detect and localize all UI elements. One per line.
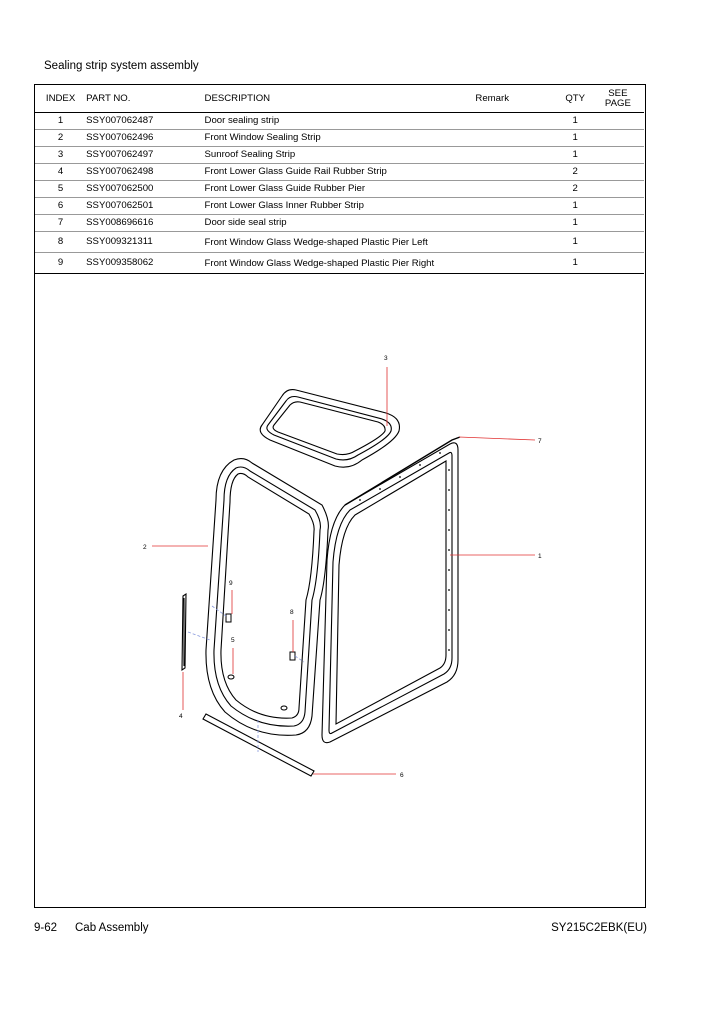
callout-9: 9 <box>229 580 233 587</box>
row-qty: 1 <box>559 215 592 232</box>
row-index: 5 <box>35 181 86 198</box>
leader-lines <box>152 367 535 774</box>
row-part-no: SSY007062497 <box>86 147 204 164</box>
column-header-description: DESCRIPTION <box>205 85 476 113</box>
column-header-part-no: PART NO. <box>86 85 204 113</box>
row-part-no: SSY007062496 <box>86 130 204 147</box>
column-header-remark: Remark <box>475 85 558 113</box>
front-window-seal-drawing <box>206 459 328 736</box>
row-description: Front Lower Glass Guide Rubber Pier <box>205 181 476 198</box>
callout-labels <box>143 355 542 779</box>
row-qty: 1 <box>559 253 592 274</box>
row-description: Front Window Glass Wedge-shaped Plastic Pier Left <box>205 232 476 253</box>
callout-6: 6 <box>400 772 404 779</box>
guide-rail-strip-drawing <box>182 594 186 670</box>
inner-rubber-strip-drawing <box>203 714 314 776</box>
row-qty: 1 <box>559 198 592 215</box>
row-part-no: SSY007062500 <box>86 181 204 198</box>
row-part-no: SSY007062498 <box>86 164 204 181</box>
row-index: 9 <box>35 253 86 274</box>
row-qty: 1 <box>559 130 592 147</box>
row-qty: 1 <box>559 147 592 164</box>
callout-3: 3 <box>384 355 388 362</box>
assembly-lines <box>188 606 304 752</box>
column-header-index: INDEX <box>35 85 86 113</box>
column-header-qty: QTY <box>559 85 592 113</box>
callout-1: 1 <box>538 553 542 560</box>
callout-7: 7 <box>538 438 542 445</box>
column-header-see-page: SEE PAGE <box>592 85 644 113</box>
callout-2: 2 <box>143 544 147 551</box>
row-index: 2 <box>35 130 86 147</box>
door-seal-drawing <box>322 437 460 743</box>
row-description: Front Lower Glass Inner Rubber Strip <box>205 198 476 215</box>
callout-5: 5 <box>231 637 235 644</box>
row-index: 4 <box>35 164 86 181</box>
door-seal-clips <box>359 452 450 651</box>
row-qty: 1 <box>559 232 592 253</box>
row-part-no: SSY008696616 <box>86 215 204 232</box>
row-index: 1 <box>35 113 86 130</box>
row-qty: 2 <box>559 181 592 198</box>
row-part-no: SSY007062501 <box>86 198 204 215</box>
row-index: 8 <box>35 232 86 253</box>
row-description: Door sealing strip <box>205 113 476 130</box>
row-qty: 2 <box>559 164 592 181</box>
row-part-no: SSY007062487 <box>86 113 204 130</box>
page-title: Sealing strip system assembly <box>44 60 199 72</box>
row-description: Front Lower Glass Guide Rail Rubber Strip <box>205 164 476 181</box>
callout-8: 8 <box>290 609 294 616</box>
row-index: 7 <box>35 215 86 232</box>
row-description: Front Window Sealing Strip <box>205 130 476 147</box>
model-code: SY215C2EBK(EU) <box>551 922 647 934</box>
row-description: Door side seal strip <box>205 215 476 232</box>
page-number: 9-62 <box>34 922 58 934</box>
callout-4: 4 <box>179 713 183 720</box>
section-name: Cab Assembly <box>75 922 149 934</box>
row-part-no: SSY009321311 <box>86 232 204 253</box>
row-part-no: SSY009358062 <box>86 253 204 274</box>
row-index: 3 <box>35 147 86 164</box>
sunroof-seal-drawing <box>260 390 399 468</box>
row-qty: 1 <box>559 113 592 130</box>
row-description: Front Window Glass Wedge-shaped Plastic Pier Right <box>205 253 476 274</box>
row-description: Sunroof Sealing Strip <box>205 147 476 164</box>
small-parts-drawing <box>226 614 295 710</box>
row-index: 6 <box>35 198 86 215</box>
